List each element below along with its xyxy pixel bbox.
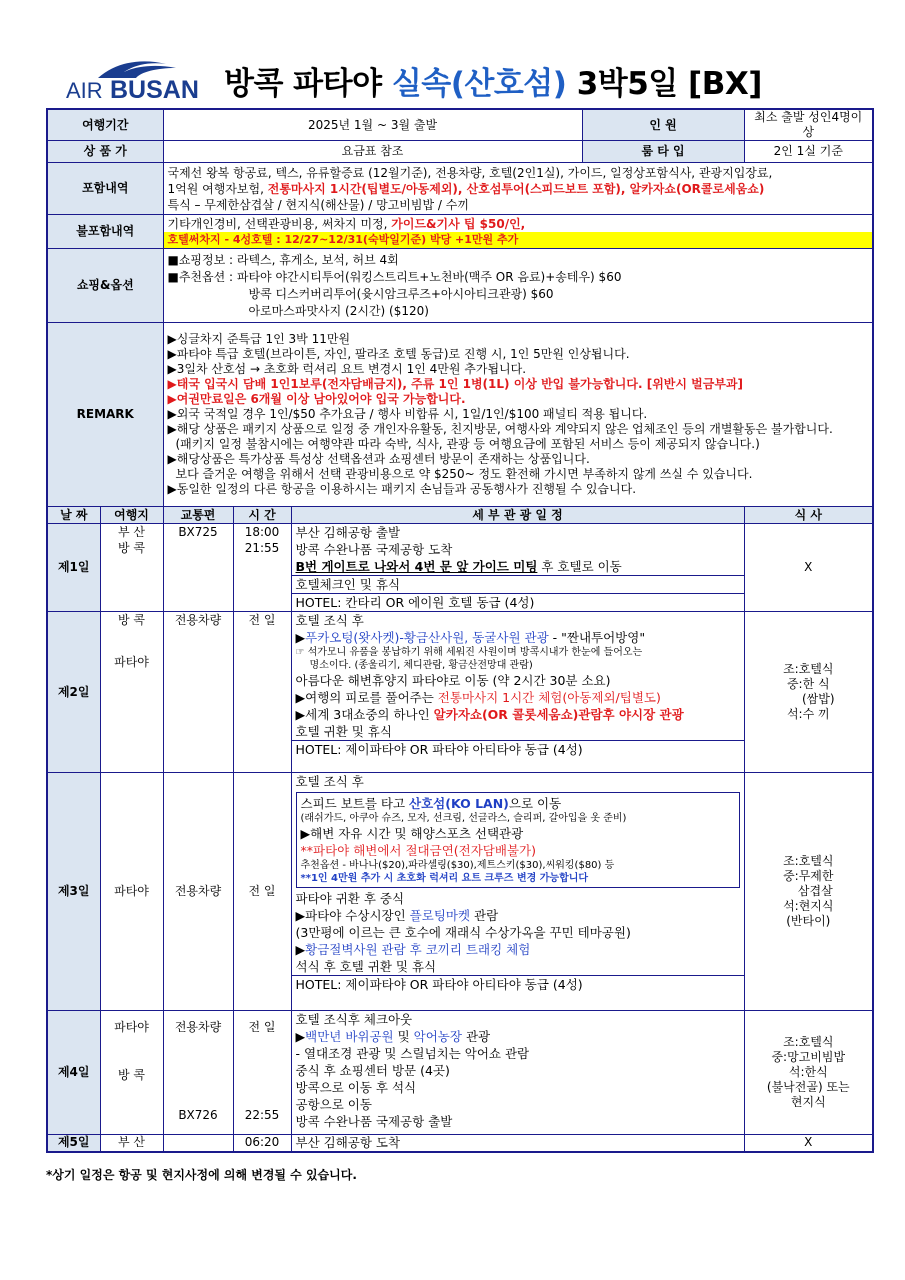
day-detail xyxy=(291,1011,744,1135)
col-transport: 교통편 xyxy=(163,507,233,524)
remark-label: REMARK xyxy=(47,323,163,507)
detail-line: 파타야 귀환 후 중식 xyxy=(295,891,405,906)
shopping-label: 쇼핑&옵션 xyxy=(47,249,163,323)
page-title xyxy=(224,58,762,103)
remark-item: ▶동일한 일정의 다른 항공을 이용하시는 패키지 손님들과 공동행사가 진행될 수 있습니다. xyxy=(167,482,637,496)
day-transport: 전용차량 xyxy=(163,773,233,1011)
itinerary-table-body xyxy=(46,108,874,1153)
time-text: 22:55 xyxy=(244,1108,280,1122)
shopping-content xyxy=(163,249,873,323)
place-text: 파타야 xyxy=(114,655,149,669)
day-row xyxy=(47,1011,873,1135)
day-label: 제2일 xyxy=(47,612,100,773)
schedule-header-row xyxy=(47,507,873,524)
detail-highlight: 산호섬(KO LAN) xyxy=(409,796,509,811)
remark-item: ▶3일차 산호섬 → 초호화 럭셔리 요트 변경시 1인 4만원 추가됩니다. xyxy=(167,362,527,376)
hotel-line: HOTEL: 제이파타야 OR 파타야 아티타야 동급 (4성) xyxy=(292,975,744,993)
detail-line xyxy=(296,706,740,723)
logo-busan-text: BUSAN xyxy=(110,76,199,104)
detail-text: ▶ xyxy=(295,630,306,645)
detail-line: 방콕으로 이동 후 석식 xyxy=(295,1080,417,1095)
include-label: 포함내역 xyxy=(47,163,163,215)
include-line: 국제선 왕복 항공료, 텍스, 유류할증료 (12월기준), 전용차량, 호텔(2인1실), 가이드, 일정상포함식사, 관광지입장료, xyxy=(167,165,773,180)
air-busan-logo xyxy=(66,56,216,102)
day-detail xyxy=(291,773,744,1011)
remark-item: 보다 즐거운 여행을 위해서 선택 관광비용으로 약 $250~ 정도 환전해 가시면 부족하지 않게 쓰실 수 있습니다. xyxy=(175,467,753,481)
detail-text: ▶세계 3대쇼중의 하나인 xyxy=(295,707,434,722)
detail-line xyxy=(296,1028,740,1045)
detail-line: 호텔 조식 후 xyxy=(295,613,364,628)
detail-line: **1인 4만원 추가 시 초호화 럭셔리 요트 크루즈 변경 가능합니다 xyxy=(300,873,589,884)
shop-line: ■추천옵션 : 파타야 야간시티투어(워킹스트리트+노천바(맥주 OR 음료)+송테우) $60 xyxy=(167,269,622,284)
day-label: 제3일 xyxy=(47,773,100,1011)
detail-line: 아름다운 해변휴양지 파타야로 이동 (약 2시간 30분 소요) xyxy=(295,673,611,688)
detail-line xyxy=(296,907,740,924)
day-place xyxy=(100,524,163,612)
place-text: 방 콕 xyxy=(118,541,145,555)
coral-island-box xyxy=(296,792,740,888)
col-day: 날 짜 xyxy=(47,507,100,524)
meal-text: 중:망고비빔밥 xyxy=(771,1050,846,1064)
remark-item: ▶싱글차지 준특급 1인 3박 11만원 xyxy=(167,332,351,346)
time-text: 18:00 xyxy=(244,525,280,539)
remark-item: ▶해당상품은 특가상품 특성상 선택옵션과 쇼핑센터 방문이 존재하는 상품입니다. xyxy=(167,452,590,466)
detail-line xyxy=(296,689,740,706)
day-meal: X xyxy=(744,1135,873,1152)
day-label: 제1일 xyxy=(47,524,100,612)
day-transport xyxy=(163,1011,233,1135)
day-meal xyxy=(744,612,873,773)
detail-text: - "짠내투어방영" xyxy=(548,630,646,645)
meal-text: 삼겹살 xyxy=(797,884,833,898)
col-time: 시 간 xyxy=(233,507,291,524)
price-value: 요금표 참조 xyxy=(163,141,582,163)
day-row xyxy=(47,1135,873,1152)
detail-highlight: 백만년 바위공원 xyxy=(305,1029,394,1044)
meal-text: 조:호텔식 xyxy=(783,854,834,868)
exclude-content xyxy=(163,215,873,249)
page-header xyxy=(46,52,872,104)
detail-line: 호텔 조식 후 xyxy=(295,774,364,789)
day-place: 파타야 xyxy=(100,773,163,1011)
day-row xyxy=(47,612,873,773)
hotel-line: HOTEL: 제이파타야 OR 파타야 아티타야 동급 (4성) xyxy=(292,740,744,758)
footer-note: *상기 일정은 항공 및 현지사정에 의해 변경될 수 있습니다. xyxy=(46,1168,357,1182)
day-transport: BX725 xyxy=(163,524,233,612)
meal-text: 조:호텔식 xyxy=(783,662,834,676)
meal-text: 석:한식 xyxy=(788,1065,828,1079)
exclude-tip: 가이드&기사 팁 $50/인, xyxy=(391,216,526,231)
detail-line xyxy=(296,558,740,575)
detail-text: 관광 xyxy=(461,1029,491,1044)
transport-text: 전용차량 xyxy=(174,1020,222,1034)
detail-text: ▶ xyxy=(295,1029,306,1044)
detail-line xyxy=(296,941,740,958)
detail-line: 명소이다. (종울리기, 체디관람, 황금산전망대 관람) xyxy=(309,660,533,671)
day-time: 06:20 xyxy=(233,1135,291,1152)
day-time: 전 일 xyxy=(233,612,291,773)
col-place: 여행지 xyxy=(100,507,163,524)
exclude-line xyxy=(164,216,873,232)
detail-highlight: 악어농장 xyxy=(413,1029,462,1044)
detail-line: - 열대조경 관광 및 스릴넘치는 악어쇼 관람 xyxy=(295,1046,530,1061)
place-text: 방 콕 xyxy=(118,613,145,627)
detail-line: 방콕 수완나품 국제공항 출발 xyxy=(295,1114,453,1129)
period-value: 2025년 1월 ~ 3월 출발 xyxy=(163,109,582,141)
remark-item: (패키지 일정 불참시에는 여행약관 따라 숙박, 식사, 관광 등 여행요금에 포함된 서비스 등이 제공되지 않습니다.) xyxy=(175,437,760,451)
detail-line: 공항으로 이동 xyxy=(295,1097,372,1112)
detail-line: 석식 후 호텔 귀환 및 휴식 xyxy=(295,959,437,974)
remark-item: ▶여권만료일은 6개월 이상 남아있어야 입국 가능합니다. xyxy=(167,392,466,406)
logo-air-text: AIR xyxy=(66,78,103,103)
detail-highlight: 푸카오텅(왓사켓)-황금산사원, 동굴사원 관광 xyxy=(305,630,549,645)
detail-text: 후 호텔로 이동 xyxy=(537,559,622,574)
detail-text: 및 xyxy=(393,1029,414,1044)
room-value: 2인 1실 기준 xyxy=(744,141,873,163)
col-meal: 식 사 xyxy=(744,507,873,524)
meal-text: (반타이) xyxy=(786,914,831,928)
price-label: 상 품 가 xyxy=(47,141,163,163)
include-text: 1억원 여행자보험, xyxy=(167,181,268,196)
include-highlight: 전통마사지 1시간(팁별도/아동제외), 산호섬투어(스피드보트 포함), 알카자쇼(OR콜로세움쇼) xyxy=(267,181,765,196)
people-label: 인 원 xyxy=(582,109,744,141)
meal-text: (쌈밥) xyxy=(802,692,835,706)
include-line: 특식 – 무제한삼겹살 / 현지식(해산물) / 망고비빔밥 / 수끼 xyxy=(167,197,469,212)
detail-line xyxy=(296,629,740,646)
remark-item: ▶해당 상품은 패키지 상품으로 일정 중 개인자유활동, 친지방문, 여행사와 계약되지 않은 업체조인 등의 개별활동은 불가합니다. xyxy=(167,422,833,436)
detail-highlight: 플로팅마켓 xyxy=(409,908,471,923)
detail-highlight: 전통마사지 1시간 체험(아동제외/팁별도) xyxy=(437,690,661,705)
day-detail: 부산 김해공항 도착 xyxy=(291,1135,744,1152)
day-meal xyxy=(744,1011,873,1135)
detail-text: ▶파타야 수상시장인 xyxy=(295,908,410,923)
meal-text: 석:현지식 xyxy=(783,899,834,913)
detail-text: ▶ xyxy=(295,942,306,957)
time-text: 21:55 xyxy=(244,541,280,555)
detail-highlight: 알카자쇼(OR 콜롯세움쇼)관람후 야시장 관광 xyxy=(433,707,684,722)
people-value: 최소 출발 성인4명이상 xyxy=(744,109,873,141)
title-highlight: 실속(산호섬) xyxy=(391,66,567,102)
day-place xyxy=(100,1011,163,1135)
title-part1: 방콕 파타야 xyxy=(224,66,392,102)
remark-item: ▶파타야 특급 호텔(브라이튼, 자인, 팔라조 호텔 동급)로 진행 시, 1인 5만원 인상됩니다. xyxy=(167,347,630,361)
shop-line: 아로마스파맛사지 (2시간) ($120) xyxy=(248,303,429,318)
time-text: 전 일 xyxy=(248,1020,276,1034)
remark-item: ▶외국 국적일 경우 1인/$50 추가요금 / 행사 비합류 시, 1일/1인/$100 패널티 적용 됩니다. xyxy=(167,407,648,421)
detail-line: 중식 후 쇼핑센터 방문 (4곳) xyxy=(295,1063,450,1078)
day-place xyxy=(100,612,163,773)
detail-line: (래쉬가드, 아쿠아 슈즈, 모자, 선크림, 선글라스, 슬리퍼, 갈아입을 옷 준비) xyxy=(300,813,627,824)
detail-line: 호텔 조식후 체크아웃 xyxy=(295,1012,413,1027)
exclude-label: 불포함내역 xyxy=(47,215,163,249)
remark-content xyxy=(163,323,873,507)
place-text: 파타야 xyxy=(114,1020,149,1034)
room-label: 룸 타 입 xyxy=(582,141,744,163)
shop-line: ■쇼핑정보 : 라텍스, 휴게소, 보석, 허브 4회 xyxy=(167,252,399,267)
day-meal: X xyxy=(744,524,873,612)
detail-line: (3만평에 이르는 큰 호수에 재래식 수상가옥을 꾸민 테마공원) xyxy=(295,925,631,940)
period-label: 여행기간 xyxy=(47,109,163,141)
detail-line: **파타야 해변에서 절대금연(전자담배불가) xyxy=(300,843,536,858)
meal-text: 석:수 끼 xyxy=(786,707,830,721)
col-detail: 세 부 관 광 일 정 xyxy=(291,507,744,524)
detail-line: 호텔체크인 및 휴식 xyxy=(292,575,744,594)
detail-line: 추천옵션 - 바나나($20),파라셀링($30),제트스키($30),씨워킹($80) 등 xyxy=(300,860,615,871)
detail-text: 으로 이동 xyxy=(508,796,562,811)
day-transport xyxy=(163,1135,233,1152)
detail-text: 관람 xyxy=(470,908,499,923)
day-label: 제5일 xyxy=(47,1135,100,1152)
day-row xyxy=(47,773,873,1011)
detail-text: 스피드 보트를 타고 xyxy=(300,796,410,811)
detail-line: 부산 김해공항 출발 xyxy=(295,525,401,540)
remark-item: ▶태국 입국시 담배 1인1보루(전자담배금지), 주류 1인 1병(1L) 이상 반입 불가능합니다. [위반시 벌금부과] xyxy=(167,377,744,391)
meal-text: (불낙전골) 또는 xyxy=(766,1080,850,1094)
hotel-surcharge-note: 호텔써차지 - 4성호텔 : 12/27~12/31(숙박일기준) 박당 +1만원 추가 xyxy=(164,232,873,248)
meal-text: 조:호텔식 xyxy=(783,1035,834,1049)
title-part2: 3박5일 [BX] xyxy=(566,66,762,102)
place-text: 방 콕 xyxy=(118,1068,145,1082)
day-detail xyxy=(291,524,744,612)
detail-highlight: 황금절벽사원 관람 후 코끼리 트래킹 체험 xyxy=(305,942,531,957)
include-line xyxy=(168,181,869,197)
day-time xyxy=(233,524,291,612)
meal-text: 현지식 xyxy=(790,1095,826,1109)
detail-text: ▶여행의 피로를 풀어주는 xyxy=(295,690,438,705)
meal-text: 중:무제한 xyxy=(783,869,834,883)
detail-line: ▶해변 자유 시간 및 해양스포츠 선택관광 xyxy=(300,826,524,841)
detail-line xyxy=(301,795,735,812)
detail-line: 방콕 수완나품 국제공항 도착 xyxy=(295,542,453,557)
place-text: 부 산 xyxy=(118,525,145,539)
shop-line: 방콕 디스커버리투어(윳시암크루즈+아시아티크관광) $60 xyxy=(248,286,554,301)
day-label: 제4일 xyxy=(47,1011,100,1135)
hotel-line: HOTEL: 칸타리 OR 에이원 호텔 동급 (4성) xyxy=(295,595,535,610)
include-content xyxy=(163,163,873,215)
detail-line: 호텔 귀환 및 휴식 xyxy=(295,724,392,739)
day-time: 전 일 xyxy=(233,773,291,1011)
guide-meeting-note: B번 게이트로 나와서 4번 문 앞 가이드 미팅 xyxy=(295,559,538,574)
detail-line: ☞ 석가모니 유품을 봉납하기 위해 세워진 사원이며 방콕시내가 한눈에 들어오는 xyxy=(295,647,643,658)
day-meal xyxy=(744,773,873,1011)
meal-text: 중:한 식 xyxy=(786,677,830,691)
day-time xyxy=(233,1011,291,1135)
day-row xyxy=(47,524,873,612)
day-transport: 전용차량 xyxy=(163,612,233,773)
day-place: 부 산 xyxy=(100,1135,163,1152)
exclude-text: 기타개인경비, 선택관광비용, 써차지 미정, xyxy=(167,216,392,231)
day-detail xyxy=(291,612,744,773)
transport-text: BX726 xyxy=(178,1108,218,1122)
